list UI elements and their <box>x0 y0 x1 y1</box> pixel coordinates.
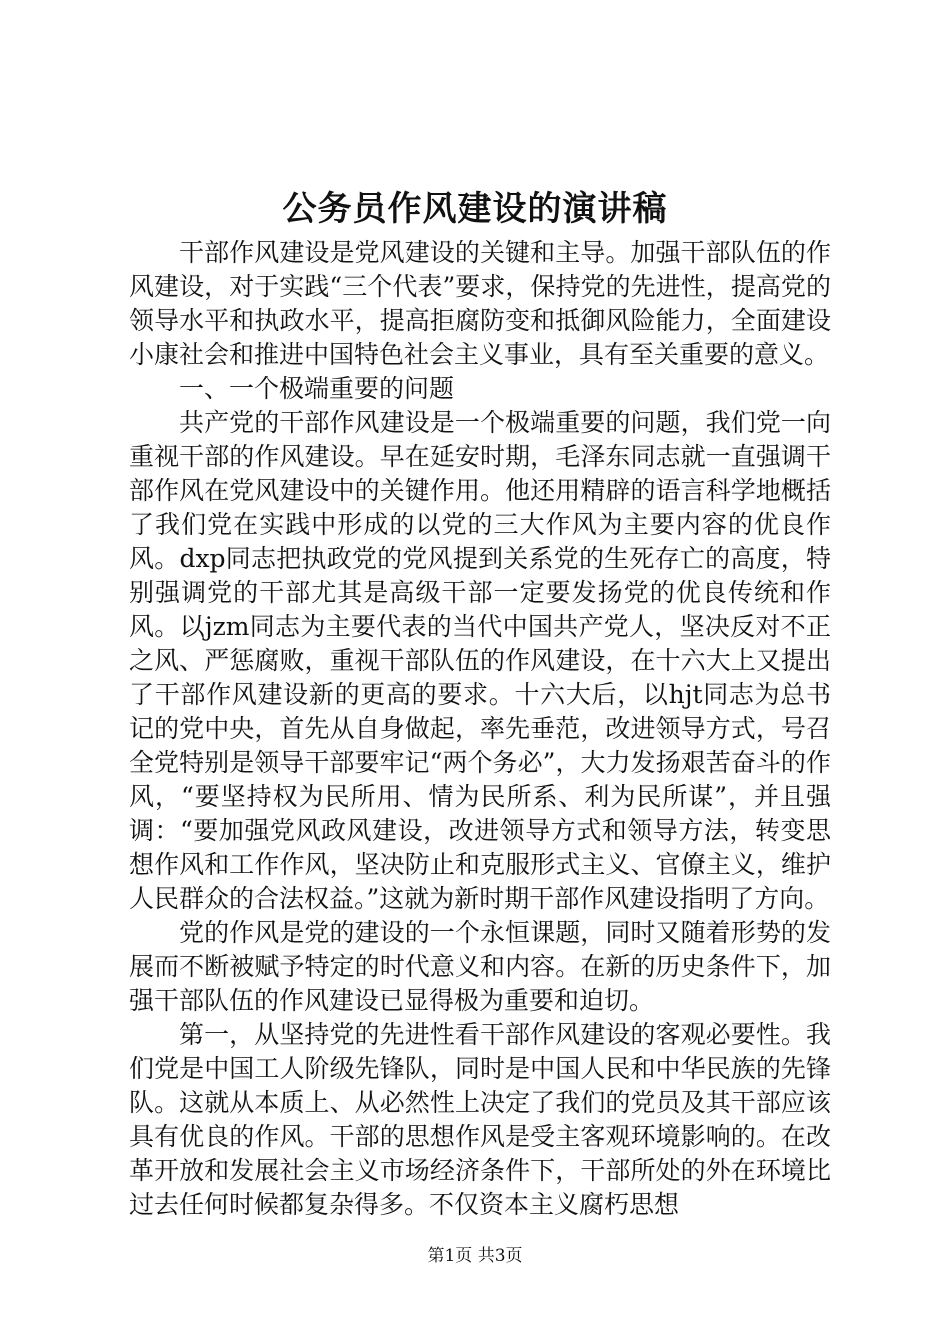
document-title: 公务员作风建设的演讲稿 <box>282 189 668 229</box>
paragraph-eternal-topic: 党的作风是党的建设的一个永恒课题，同时又随着形势的发展而不断被赋予特定的时代意义和内容。在新的历史条件下，加强干部队伍的作风建设已显得极为重要和迫切。 <box>129 918 831 1015</box>
section-heading: 一、一个极端重要的问题 <box>179 374 455 403</box>
page-footer: 第1页 共3页 <box>427 1246 523 1266</box>
document-body <box>129 236 831 1222</box>
paragraph-intro: 干部作风建设是党风建设的关键和主导。加强干部队伍的作风建设，对于实践“三个代表”要求，保持党的先进性，提高党的领导水平和执政水平，提高拒腐防变和抵御风险能力，全面建设小康社会和推进中国特色社会主义事业，具有至关重要的意义。 <box>129 238 831 369</box>
paragraph-first-point: 第一，从坚持党的先进性看干部作风建设的客观必要性。我们党是中国工人阶级先锋队，同时是中国人民和中华民族的先锋队。这就从本质上、从必然性上决定了我们的党员及其干部应该具有优良的作风。干部的思想作风是受主客观环境影响的。在改革开放和发展社会主义市场经济条件下，干部所处的外在环境比过去任何时候都复杂得多。不仅资本主义腐朽思想 <box>129 1020 831 1219</box>
paragraph-history: 共产党的干部作风建设是一个极端重要的问题，我们党一向重视干部的作风建设。早在延安时期，毛泽东同志就一直强调干部作风在党风建设中的关键作用。他还用精辟的语言科学地概括了我们党在实践中形成的以党的三大作风为主要内容的优良作风。dxp同志把执政党的党风提到关系党的生死存亡的高度，特别强调党的干部尤其是高级干部一定要发扬党的优良传统和作风。以jzm同志为主要代表的当代中国共产党人，坚决反对不正之风、严惩腐败，重视干部队伍的作风建设，在十六大上又提出了干部作风建设新的更高的要求。十六大后，以hjt同志为总书记的党中央，首先从自身做起，率先垂范，改进领导方式，号召全党特别是领导干部要牢记“两个务必”，大力发扬艰苦奋斗的作风，“要坚持权为民所用、情为民所系、利为民所谋”，并且强调：“要加强党风政风建设，改进领导方式和领导方法，转变思想作风和工作作风，坚决防止和克服形式主义、官僚主义，维护人民群众的合法权益。”这就为新时期干部作风建设指明了方向。 <box>129 408 831 913</box>
